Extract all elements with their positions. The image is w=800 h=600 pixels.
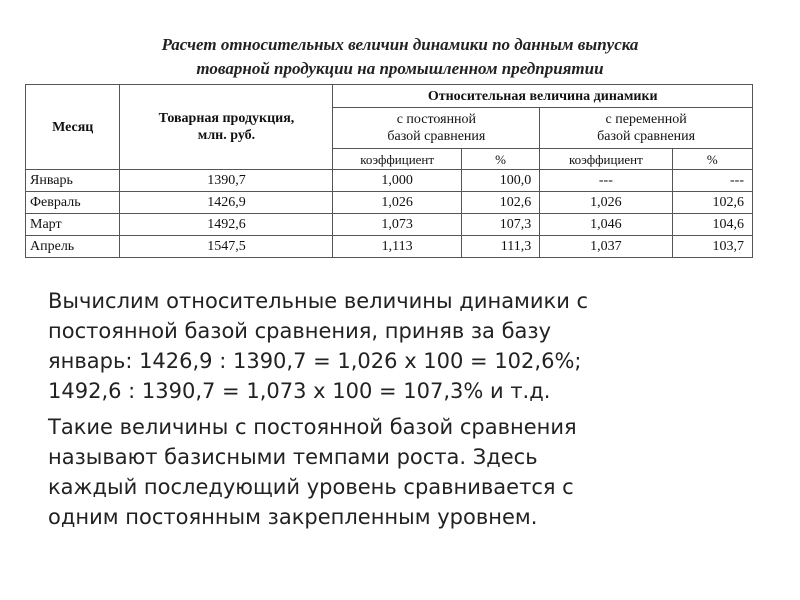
table-caption-line-2: товарной продукции на промышленном предприятии	[196, 59, 604, 78]
header-variable-base	[540, 108, 753, 149]
cell-constant-coefficient: 1,073	[333, 214, 461, 236]
explanation-text	[48, 286, 758, 538]
cell-variable-coefficient: 1,046	[540, 214, 672, 236]
header-product	[120, 85, 333, 170]
header-variable-coefficient: коэффициент	[540, 149, 672, 170]
header-constant-coefficient: коэффициент	[333, 149, 461, 170]
table-caption-line-1: Расчет относительных величин динамики по данным выпуска	[161, 35, 639, 54]
header-constant-base-line-1: с постоянной	[396, 112, 477, 127]
cell-constant-coefficient: 1,000	[333, 170, 461, 192]
header-relative-dynamics: Относительная величина динамики	[333, 85, 753, 108]
cell-product: 1492,6	[120, 214, 333, 236]
cell-product: 1390,7	[120, 170, 333, 192]
paragraph-line: постоянной базой сравнения, приняв за базу	[48, 319, 552, 343]
cell-variable-percent: ---	[672, 170, 752, 192]
cell-constant-percent: 107,3	[461, 214, 539, 236]
header-constant-base-line-2: базой сравнения	[387, 129, 486, 144]
table-caption	[40, 33, 760, 81]
header-product-line-2: млн. руб.	[197, 128, 256, 143]
header-month: Месяц	[26, 85, 120, 170]
paragraph-line: Такие величины с постоянной базой сравнения	[48, 415, 577, 439]
table-row	[26, 192, 753, 214]
paragraph-calculation	[48, 286, 758, 406]
cell-constant-coefficient: 1,026	[333, 192, 461, 214]
table-header-row-1	[26, 85, 753, 108]
cell-product: 1547,5	[120, 236, 333, 258]
cell-constant-coefficient: 1,113	[333, 236, 461, 258]
paragraph-line: 1492,6 : 1390,7 = 1,073 х 100 = 107,3% и т.д.	[48, 379, 551, 403]
table-row	[26, 170, 753, 192]
header-variable-base-line-2: базой сравнения	[597, 129, 696, 144]
cell-variable-percent: 103,7	[672, 236, 752, 258]
cell-constant-percent: 100,0	[461, 170, 539, 192]
cell-constant-percent: 111,3	[461, 236, 539, 258]
cell-variable-coefficient: 1,037	[540, 236, 672, 258]
header-product-line-1: Товарная продукция,	[158, 111, 295, 126]
cell-month: Февраль	[26, 192, 120, 214]
header-constant-base	[333, 108, 540, 149]
cell-month: Апрель	[26, 236, 120, 258]
paragraph-line: называют базисными темпами роста. Здесь	[48, 445, 538, 469]
cell-product: 1426,9	[120, 192, 333, 214]
paragraph-line: одним постоянным закрепленным уровнем.	[48, 505, 538, 529]
cell-variable-percent: 104,6	[672, 214, 752, 236]
cell-variable-coefficient: ---	[540, 170, 672, 192]
paragraph-line: Вычислим относительные величины динамики с	[48, 289, 589, 313]
header-variable-base-line-1: с переменной	[605, 112, 687, 127]
cell-variable-percent: 102,6	[672, 192, 752, 214]
table-row	[26, 236, 753, 258]
dynamics-table	[25, 84, 753, 258]
cell-month: Январь	[26, 170, 120, 192]
paragraph-line: каждый последующий уровень сравнивается с	[48, 475, 574, 499]
table-row	[26, 214, 753, 236]
cell-variable-coefficient: 1,026	[540, 192, 672, 214]
cell-constant-percent: 102,6	[461, 192, 539, 214]
cell-month: Март	[26, 214, 120, 236]
paragraph-line: январь: 1426,9 : 1390,7 = 1,026 х 100 = 102,6%;	[48, 349, 582, 373]
header-constant-percent: %	[461, 149, 539, 170]
paragraph-definition	[48, 412, 758, 532]
header-variable-percent: %	[672, 149, 752, 170]
